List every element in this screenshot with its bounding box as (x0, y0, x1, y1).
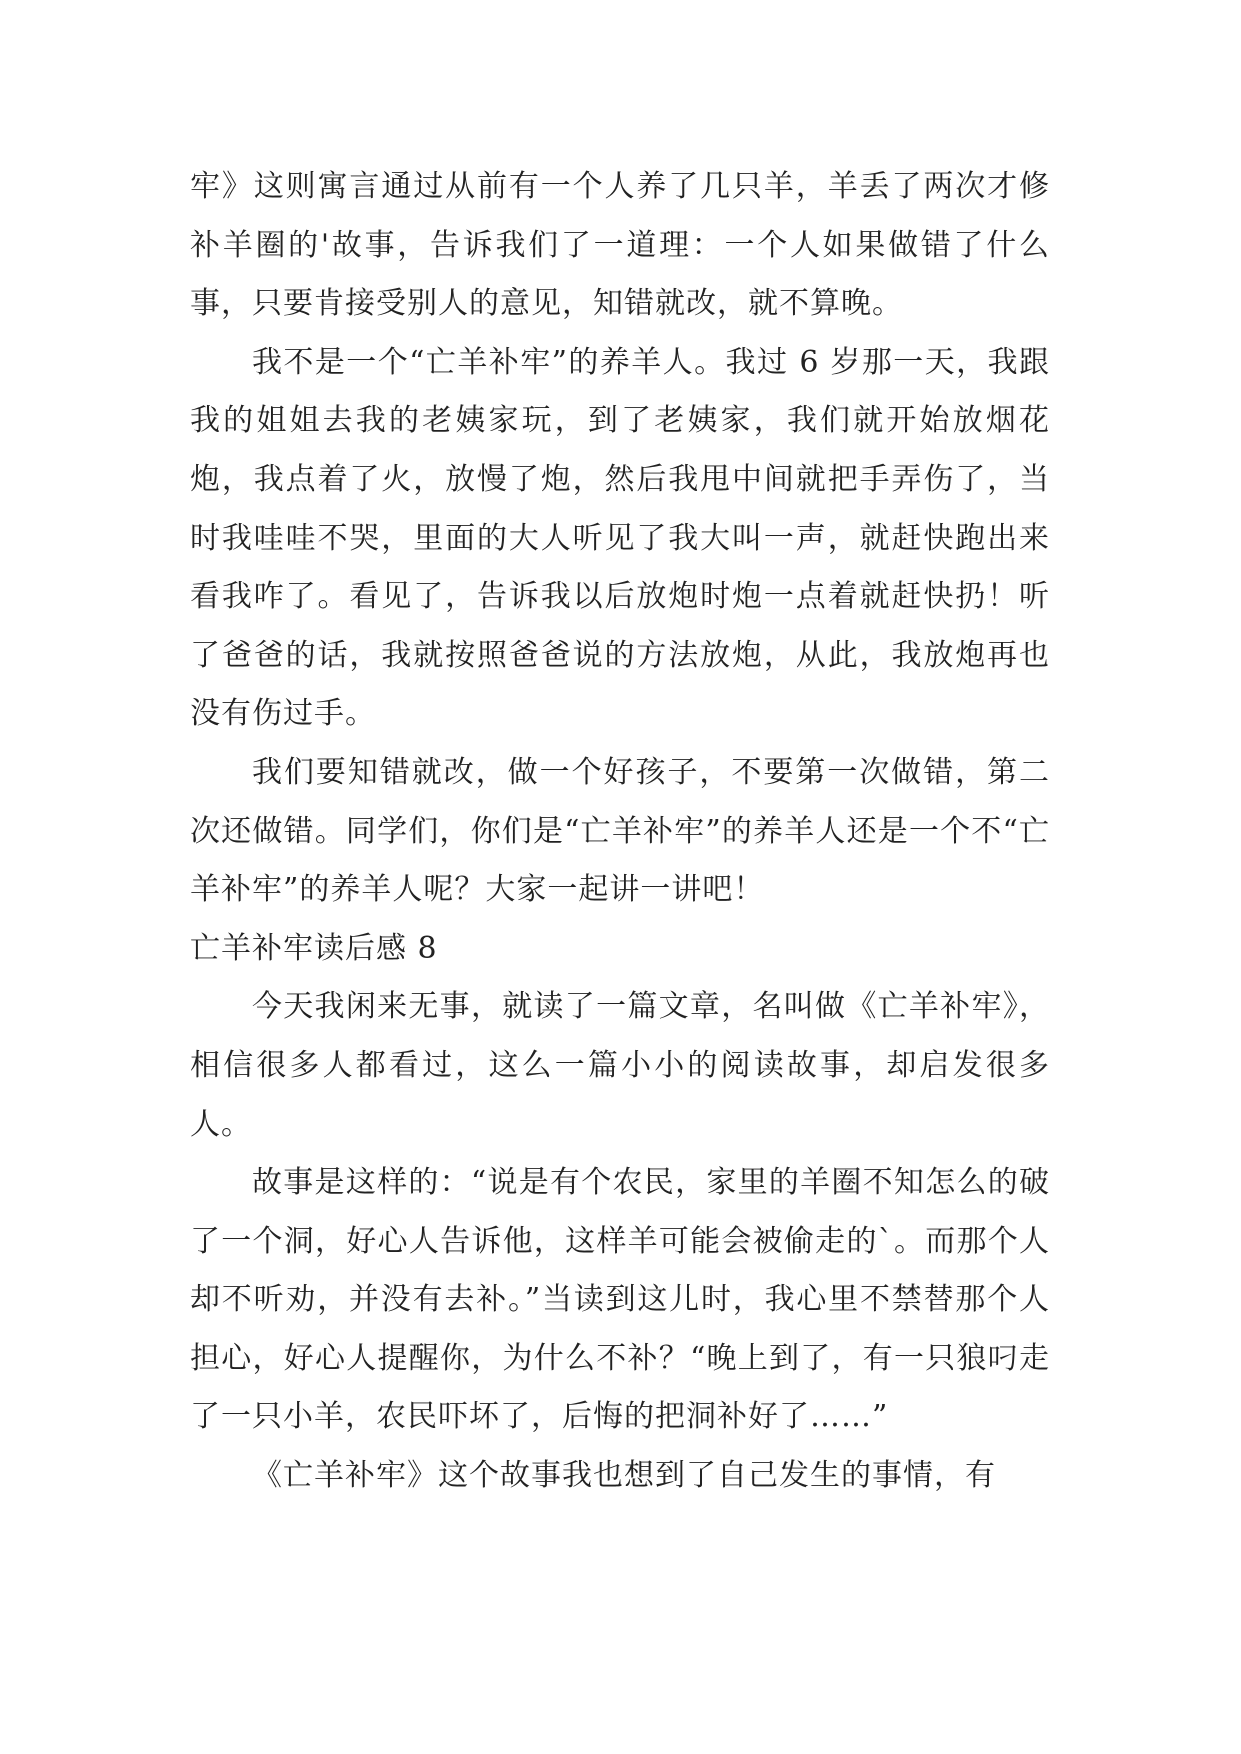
paragraph: 今天我闲来无事，就读了一篇文章，名叫做《亡羊补牢》，相信很多人都看过，这么一篇小小的阅读故事，却启发很多人。 (190, 989, 1050, 1142)
paragraph: 牢》这则寓言通过从前有一个人养了几只羊，羊丢了两次才修补羊圈的'故事，告诉我们了一道理：一个人如果做错了什么事，只要肯接受别人的意见，知错就改，就不算晚。 (190, 169, 1050, 322)
paragraph: 故事是这样的：“说是有个农民，家里的羊圈不知怎么的破了一个洞，好心人告诉他，这样羊可能会被偷走的`。而那个人却不听劝，并没有去补。”当读到这儿时，我心里不禁替那个人担心，好心人提醒你，为什么不补？“晚上到了，有一只狼叼走了一只小羊，农民吓坏了，后悔的把洞补好了……” (190, 1165, 1050, 1435)
document-body (190, 158, 1050, 1506)
section-heading: 亡羊补牢读后感 8 (190, 930, 438, 966)
paragraph: 《亡羊补牢》这个故事我也想到了自己发生的事情，有 (252, 1458, 996, 1494)
paragraph: 我们要知错就改，做一个好孩子，不要第一次做错，第二次还做错。同学们，你们是“亡羊补牢”的养羊人还是一个不“亡羊补牢”的养羊人呢？大家一起讲一讲吧！ (190, 754, 1050, 908)
paragraph: 我不是一个“亡羊补牢”的养羊人。我过 6 岁那一天，我跟我的姐姐去我的老姨家玩，到了老姨家，我们就开始放烟花炮，我点着了火，放慢了炮，然后我甩中间就把手弄伤了，当时我哇哇不哭，里面的大人听见了我大叫一声，就赶快跑出来看我咋了。看见了，告诉我以后放炮时炮一点着就赶快扔！听了爸爸的话，我就按照爸爸说的方法放炮，从此，我放炮再也没有伤过手。 (190, 344, 1050, 732)
